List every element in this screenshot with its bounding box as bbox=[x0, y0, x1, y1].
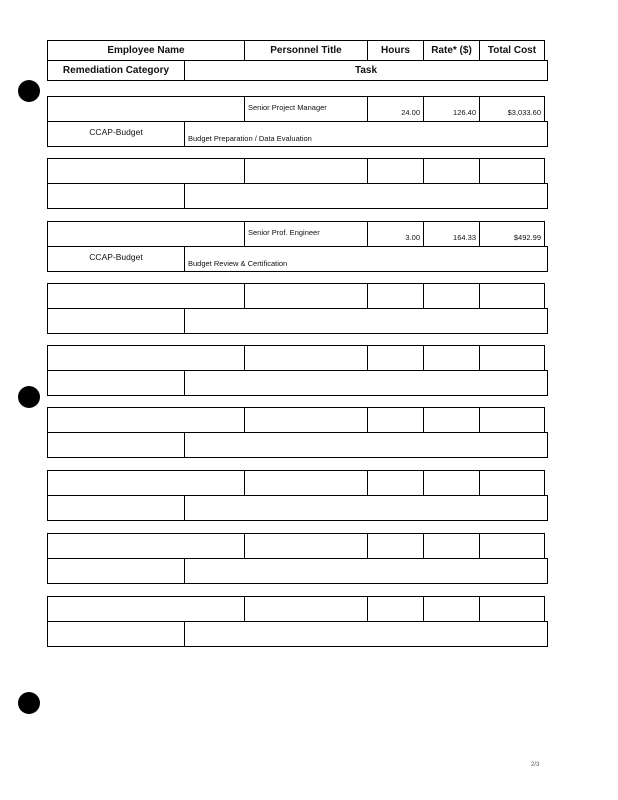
remediation-category: CCAP-Budget bbox=[89, 252, 143, 262]
personnel-title-cell bbox=[244, 533, 368, 559]
task-cell bbox=[184, 495, 548, 521]
total-cost-cell bbox=[479, 221, 545, 247]
task-cell bbox=[184, 246, 548, 272]
header-row-1 bbox=[48, 41, 548, 61]
task-cell bbox=[184, 183, 548, 209]
total-cost-cell bbox=[479, 407, 545, 433]
employee-name-cell bbox=[47, 533, 245, 559]
header-rate: Rate* ($) bbox=[423, 40, 480, 61]
employee-name-cell bbox=[47, 283, 245, 309]
rate-cell bbox=[423, 470, 480, 496]
employee-name-cell bbox=[47, 345, 245, 371]
personnel-title-cell bbox=[244, 283, 368, 309]
entry-row-1 bbox=[48, 284, 548, 309]
remediation-category: CCAP-Budget bbox=[89, 127, 143, 137]
task-cell bbox=[184, 432, 548, 458]
entry-row-1 bbox=[48, 471, 548, 496]
hours-cell bbox=[367, 596, 424, 622]
entry-row-2 bbox=[48, 371, 548, 396]
entry-row-1 bbox=[48, 408, 548, 433]
personnel-title-cell bbox=[244, 96, 368, 122]
personnel-title: Senior Project Manager bbox=[248, 103, 327, 112]
entry-row-1 bbox=[48, 97, 548, 122]
task-cell bbox=[184, 370, 548, 396]
entry-row-2 bbox=[48, 559, 548, 584]
category-cell bbox=[47, 370, 185, 396]
header-employee-name: Employee Name bbox=[47, 40, 245, 61]
hours-cell bbox=[367, 533, 424, 559]
total-cost-cell bbox=[479, 470, 545, 496]
entry-row-2 bbox=[48, 622, 548, 647]
total-cost-cell bbox=[479, 96, 545, 122]
entry-block bbox=[48, 534, 548, 584]
binder-hole bbox=[18, 80, 40, 102]
category-cell bbox=[47, 621, 185, 647]
hours-value: 24.00 bbox=[401, 108, 420, 117]
task-cell bbox=[184, 621, 548, 647]
employee-name-cell bbox=[47, 407, 245, 433]
personnel-title-cell bbox=[244, 221, 368, 247]
binder-hole bbox=[18, 692, 40, 714]
entry-row-1 bbox=[48, 159, 548, 184]
entry-block bbox=[48, 408, 548, 458]
header-hours: Hours bbox=[367, 40, 424, 61]
rate-cell bbox=[423, 533, 480, 559]
hours-cell bbox=[367, 96, 424, 122]
category-cell bbox=[47, 308, 185, 334]
header-remediation-category: Remediation Category bbox=[47, 60, 185, 81]
total-cost-value: $3,033.60 bbox=[507, 108, 541, 117]
table-header bbox=[48, 41, 548, 81]
entry-row-2 bbox=[48, 309, 548, 334]
rate-cell bbox=[423, 345, 480, 371]
task-cell bbox=[184, 558, 548, 584]
personnel-title-cell bbox=[244, 470, 368, 496]
header-total-cost: Total Cost bbox=[479, 40, 545, 61]
total-cost-cell bbox=[479, 596, 545, 622]
binder-hole bbox=[18, 386, 40, 408]
hours-cell bbox=[367, 407, 424, 433]
rate-value: 164.33 bbox=[453, 233, 476, 242]
category-cell bbox=[47, 246, 185, 272]
entry-row-1 bbox=[48, 534, 548, 559]
category-cell bbox=[47, 432, 185, 458]
entry-row-2 bbox=[48, 433, 548, 458]
hours-cell bbox=[367, 470, 424, 496]
rate-value: 126.40 bbox=[453, 108, 476, 117]
hours-cell bbox=[367, 221, 424, 247]
total-cost-cell bbox=[479, 158, 545, 184]
hours-cell bbox=[367, 283, 424, 309]
entry-row-1 bbox=[48, 597, 548, 622]
hours-value: 3.00 bbox=[405, 233, 420, 242]
category-cell bbox=[47, 121, 185, 147]
entry-row-2 bbox=[48, 247, 548, 272]
entry-block bbox=[48, 222, 548, 272]
rate-cell bbox=[423, 596, 480, 622]
task-description: Budget Review & Certification bbox=[188, 259, 288, 268]
entry-row-1 bbox=[48, 346, 548, 371]
employee-name-cell bbox=[47, 96, 245, 122]
total-cost-cell bbox=[479, 283, 545, 309]
personnel-title-cell bbox=[244, 596, 368, 622]
category-cell bbox=[47, 558, 185, 584]
task-cell bbox=[184, 121, 548, 147]
task-cell bbox=[184, 308, 548, 334]
employee-name-cell bbox=[47, 596, 245, 622]
hours-cell bbox=[367, 345, 424, 371]
personnel-title: Senior Prof. Engineer bbox=[248, 228, 320, 237]
total-cost-value: $492.99 bbox=[513, 233, 541, 242]
personnel-title-cell bbox=[244, 158, 368, 184]
header-row-2 bbox=[48, 61, 548, 81]
header-personnel-title: Personnel Title bbox=[244, 40, 368, 61]
entry-row-1 bbox=[48, 222, 548, 247]
employee-name-cell bbox=[47, 158, 245, 184]
entry-block bbox=[48, 597, 548, 647]
entry-row-2 bbox=[48, 496, 548, 521]
entry-block bbox=[48, 97, 548, 147]
hours-cell bbox=[367, 158, 424, 184]
entry-block bbox=[48, 471, 548, 521]
personnel-title-cell bbox=[244, 407, 368, 433]
task-description: Budget Preparation / Data Evaluation bbox=[188, 134, 312, 143]
entry-block bbox=[48, 346, 548, 396]
entry-block bbox=[48, 284, 548, 334]
total-cost-cell bbox=[479, 345, 545, 371]
category-cell bbox=[47, 183, 185, 209]
total-cost-cell bbox=[479, 533, 545, 559]
rate-cell bbox=[423, 158, 480, 184]
employee-name-cell bbox=[47, 221, 245, 247]
entry-row-2 bbox=[48, 122, 548, 147]
rate-cell bbox=[423, 283, 480, 309]
category-cell bbox=[47, 495, 185, 521]
rate-cell bbox=[423, 221, 480, 247]
page-number: 2/3 bbox=[531, 762, 540, 768]
employee-name-cell bbox=[47, 470, 245, 496]
entry-block bbox=[48, 159, 548, 209]
entry-row-2 bbox=[48, 184, 548, 209]
rate-cell bbox=[423, 96, 480, 122]
rate-cell bbox=[423, 407, 480, 433]
header-task: Task bbox=[184, 60, 548, 81]
personnel-title-cell bbox=[244, 345, 368, 371]
